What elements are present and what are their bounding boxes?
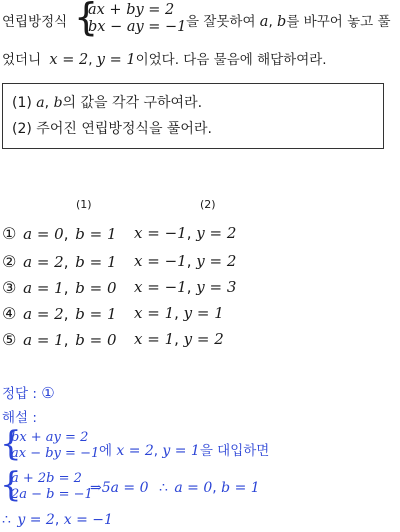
option-1-b: b = 1 <box>75 225 117 243</box>
explanation-final: ∴ y = 2, x = −1 <box>2 512 113 528</box>
option-1-number: ① <box>2 224 17 243</box>
after-system-text: 을 잘못하여 <box>186 14 256 30</box>
option-2-y: y = 2 <box>196 252 237 270</box>
option-4-b: b = 1 <box>75 305 117 323</box>
option-3-y: y = 3 <box>196 278 237 296</box>
question-1: (1) a, b의 값을 각각 구하여라. <box>12 95 203 111</box>
explanation-sys1-eq1: bx + ay = 2 <box>11 430 89 445</box>
option-2-b: b = 1 <box>75 253 117 271</box>
therefore-1: ∴ <box>158 480 168 496</box>
sys1-y: y = 1 <box>162 443 200 459</box>
option-5-x: x = 1 <box>134 330 175 348</box>
option-4-a: a = 2 <box>23 305 64 323</box>
question-1-number: (1) <box>12 95 32 111</box>
option-3-number: ③ <box>2 278 17 297</box>
sys2-a: a = 0 <box>174 480 213 496</box>
column-header-1: (1) <box>76 198 92 211</box>
final-x: x = −1 <box>63 512 113 528</box>
option-4-y: y = 1 <box>183 304 224 322</box>
option-3-b: b = 0 <box>75 279 117 297</box>
option-2-a: a = 2 <box>23 253 64 271</box>
var-a: a <box>259 14 269 30</box>
explanation-sys2-eq2: 2a − b = −1 <box>11 487 93 502</box>
sys2-b: b = 1 <box>221 480 260 496</box>
explanation-sys2-eq1: a + 2b = 2 <box>11 471 82 486</box>
question-2 <box>12 118 212 138</box>
q1-var-a: a <box>36 95 45 111</box>
option-5-solution: x = 1, y = 2 <box>134 330 224 348</box>
column-header-2: (2) <box>200 198 216 211</box>
option-2-x: x = −1 <box>134 252 187 270</box>
answer-label: 정답 : <box>2 386 37 402</box>
answer-line <box>2 382 55 402</box>
given-y: y = 1 <box>96 52 136 68</box>
option-4-number: ④ <box>2 304 17 323</box>
explanation-sys1-eq2: ax − by = −1 <box>11 446 100 461</box>
line2-start: 었더니 <box>2 52 42 68</box>
option-3-x: x = −1 <box>134 278 187 296</box>
option-2-solution: x = −1, y = 2 <box>134 252 237 270</box>
line2-end: 이었다. 다음 물음에 해답하여라. <box>135 52 327 68</box>
therefore-2: ∴ <box>2 512 11 528</box>
option-1-y: y = 2 <box>196 224 237 242</box>
system-brace: { <box>74 0 99 39</box>
option-5[interactable]: ⑤ a = 1, b = 0 <box>2 330 117 349</box>
explanation-label: 해설 : <box>2 410 37 426</box>
lead-text: 연립방정식 <box>2 14 68 30</box>
option-2-number: ② <box>2 252 17 271</box>
question-1-text: 의 값을 각각 구하여라. <box>62 95 203 111</box>
option-2[interactable]: ② a = 2, b = 1 <box>2 252 117 271</box>
sys1-text: 에 <box>99 443 113 459</box>
swap-text: 를 바꾸어 놓고 풀 <box>286 14 391 30</box>
option-3-solution: x = −1, y = 3 <box>134 278 237 296</box>
explanation-brace-1: { <box>0 424 22 464</box>
option-1-x: x = −1 <box>134 224 187 242</box>
given-x: x = 2 <box>49 52 89 68</box>
option-1-a: a = 0 <box>23 225 64 243</box>
option-5-number: ⑤ <box>2 330 17 349</box>
system-eq1: ax + by = 2 <box>88 2 175 18</box>
explanation-sys1-rest: 에 x = 2, y = 1을 대입하면 <box>99 443 270 459</box>
answer-value: ① <box>41 384 55 402</box>
option-4-x: x = 1 <box>134 304 175 322</box>
option-5-a: a = 1 <box>23 331 64 349</box>
sys2-result: ⇒5a = 0 <box>90 480 149 496</box>
explanation-sys2-rest: ⇒5a = 0 ∴ a = 0, b = 1 <box>90 480 260 496</box>
q1-var-b: b <box>53 95 63 111</box>
var-b: b <box>277 14 287 30</box>
sys1-end: 을 대입하면 <box>199 443 270 459</box>
option-5-y: y = 2 <box>183 330 224 348</box>
explanation-brace-2: { <box>0 465 22 505</box>
option-5-b: b = 0 <box>75 331 117 349</box>
option-4-solution: x = 1, y = 1 <box>134 304 224 322</box>
option-1[interactable]: ① a = 0, b = 1 <box>2 224 117 243</box>
sys1-x: x = 2 <box>116 443 154 459</box>
option-3-a: a = 1 <box>23 279 64 297</box>
final-y: y = 2 <box>17 512 55 528</box>
system-eq2: bx − ay = −1 <box>88 19 187 35</box>
option-4[interactable]: ④ a = 2, b = 1 <box>2 304 117 323</box>
question-2-number: (2) <box>12 121 32 137</box>
problem-line2: 었더니 x = 2, y = 1이었다. 다음 물음에 해답하여라. <box>2 52 327 68</box>
question-2-text: 주어진 연립방정식을 풀어라. <box>36 121 212 137</box>
problem-line1-rest <box>186 10 391 30</box>
option-3[interactable]: ③ a = 1, b = 0 <box>2 278 117 297</box>
option-1-solution: x = −1, y = 2 <box>134 224 237 242</box>
problem-lead <box>2 10 67 30</box>
comma: , <box>268 14 273 30</box>
